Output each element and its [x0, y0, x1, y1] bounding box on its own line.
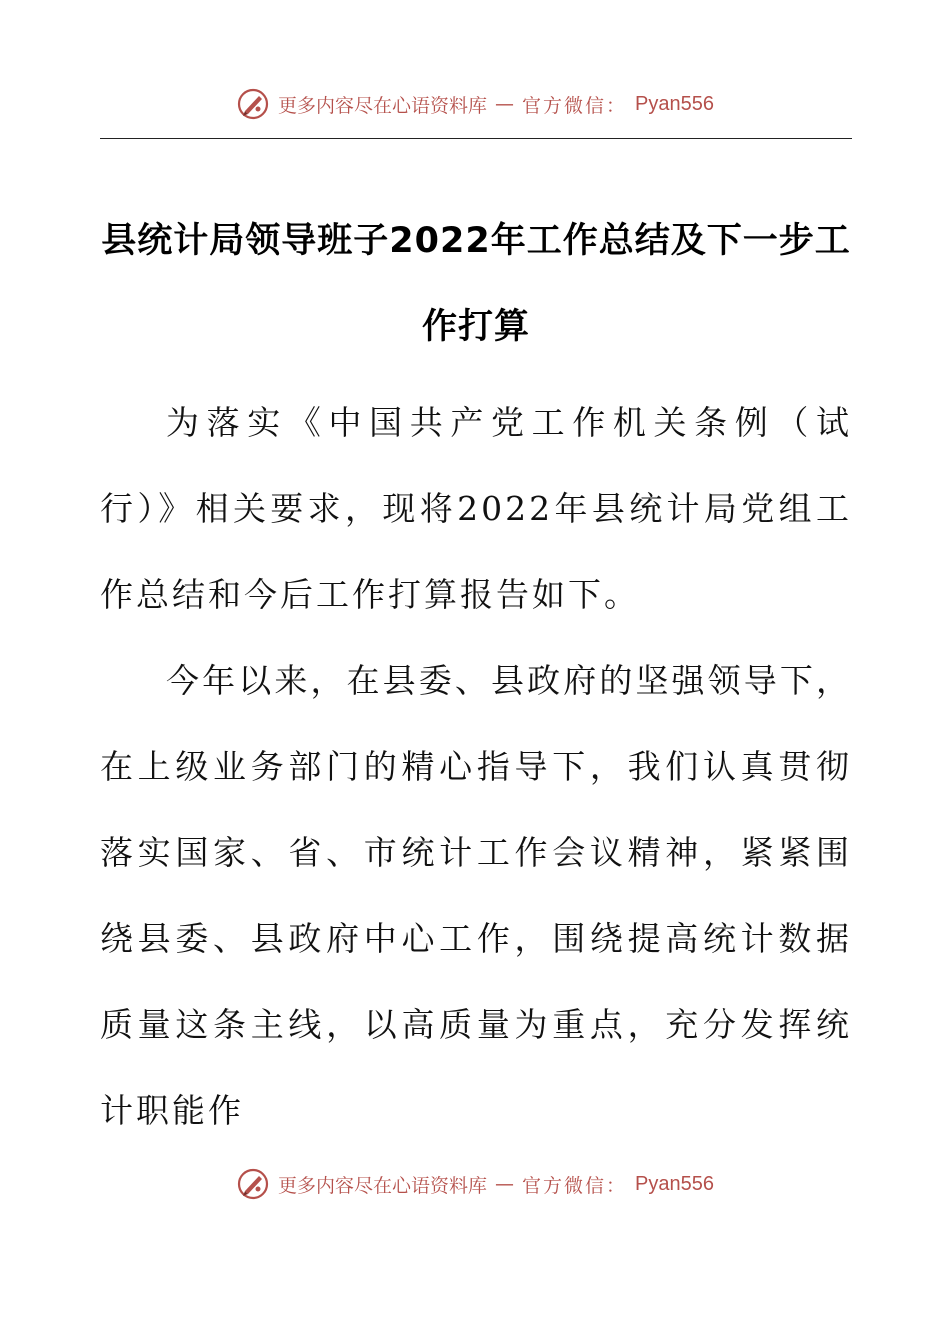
document-title: 县统计局领导班子2022年工作总结及下一步工作打算 [101, 221, 851, 347]
footer-watermark-banner [0, 1164, 950, 1204]
header-divider [100, 138, 852, 139]
watermark-brand-text: 更多内容尽在心语资料库 [278, 94, 488, 117]
pen-logo-icon [236, 87, 270, 121]
watermark-wechat-id: Pyan556 [635, 1172, 714, 1195]
paragraph-intro: 为落实《中国共产党工作机关条例（试行）》相关要求，现将2022年县统计局党组工作总结和今后工作打算报告如下。 [100, 403, 852, 614]
document-body [100, 380, 852, 1154]
watermark-separator: — [495, 1173, 515, 1195]
watermark-wechat-label: 官方微信： [522, 1174, 628, 1197]
watermark-wechat-id: Pyan556 [635, 92, 714, 115]
paragraph-summary: 今年以来，在县委、县政府的坚强领导下，在上级业务部门的精心指导下，我们认真贯彻落实国家、省、市统计工作会议精神，紧紧围绕县委、县政府中心工作，围绕提高统计数据质量这条主线，以高质量为重点，充分发挥统计职能作 [100, 661, 852, 1130]
header-watermark-banner [0, 84, 950, 124]
watermark-separator: — [495, 93, 515, 115]
watermark-brand-text: 更多内容尽在心语资料库 [278, 1174, 488, 1197]
watermark-wechat-label: 官方微信： [522, 94, 628, 117]
pen-logo-icon [236, 1167, 270, 1201]
